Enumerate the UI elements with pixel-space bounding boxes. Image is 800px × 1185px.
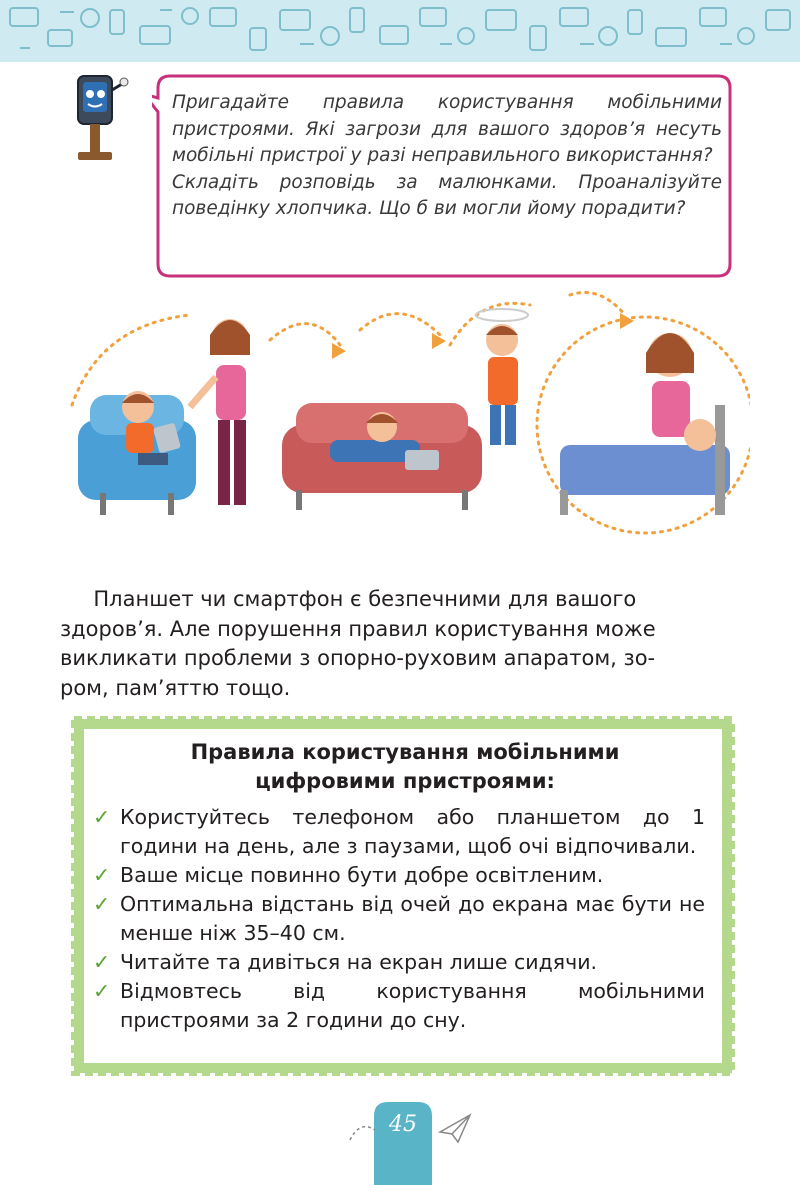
rules-title <box>100 738 710 796</box>
body-line: викликати проблеми з опорно-руховим апаратом, зо- <box>60 646 656 670</box>
rule-item <box>93 803 705 861</box>
dotted-arc-2 <box>270 324 340 345</box>
bubble-text <box>172 90 722 223</box>
rules-title-line: цифровими пристроями: <box>255 769 555 793</box>
check-icon: ✓ <box>93 863 111 887</box>
rule-text: Користуйтесь телефоном або планшетом до 1 години на день, але з паузами, щоб очі відпочивали. <box>120 805 705 858</box>
sick-boy-scene <box>476 309 528 445</box>
rule-text: Ваше місце повинно бути добре освітленим. <box>120 863 604 887</box>
check-icon: ✓ <box>93 805 111 829</box>
bubble-question: Пригадайте правила користування мобільними пристроями. Які загрози для вашого здоров’я несуть мобільні пристрої у разі неправильного використання? <box>172 92 722 166</box>
boy-armchair-scene <box>78 391 196 515</box>
mother-scene <box>190 319 250 505</box>
robot-mascot-icon <box>68 70 130 166</box>
decorative-header-banner <box>0 0 800 62</box>
check-icon: ✓ <box>93 892 111 916</box>
bubble-task: Складіть розповідь за малюнками. Проаналізуйте поведінку хлопчика. Що б ви могли йому порадити? <box>172 171 722 219</box>
rule-text: Читайте та дивіться на екран лише сидячи. <box>120 950 598 974</box>
rule-item <box>93 977 705 1035</box>
dotted-arc-5 <box>570 293 625 316</box>
rules-list <box>93 803 705 1035</box>
rule-item <box>93 861 705 890</box>
check-icon: ✓ <box>93 950 111 974</box>
rule-item <box>93 948 705 977</box>
device-pattern-icons <box>0 0 800 62</box>
page-number: 45 <box>389 1112 417 1137</box>
body-line: Планшет чи смартфон є безпечними для вашого <box>60 587 637 611</box>
rule-text: Оптимальна відстань від очей до екрана має бути не менше ніж 35–40 см. <box>120 892 705 945</box>
rules-title-line: Правила користування мобільними <box>190 740 620 764</box>
check-icon: ✓ <box>93 979 111 1003</box>
rule-text: Відмовтесь від користування мобільними пристроями за 2 години до сну. <box>120 979 705 1032</box>
body-line: ром, пам’яттю тощо. <box>60 675 291 700</box>
dotted-arc-3 <box>360 314 440 335</box>
body-line: здоров’я. Але порушення правил користування може <box>60 616 656 641</box>
dotted-arc-1 <box>72 315 190 405</box>
story-illustration <box>60 285 750 540</box>
body-paragraph <box>60 585 738 703</box>
bed-scene <box>560 333 730 515</box>
boy-sofa-scene <box>282 403 482 510</box>
rule-item <box>93 890 705 948</box>
